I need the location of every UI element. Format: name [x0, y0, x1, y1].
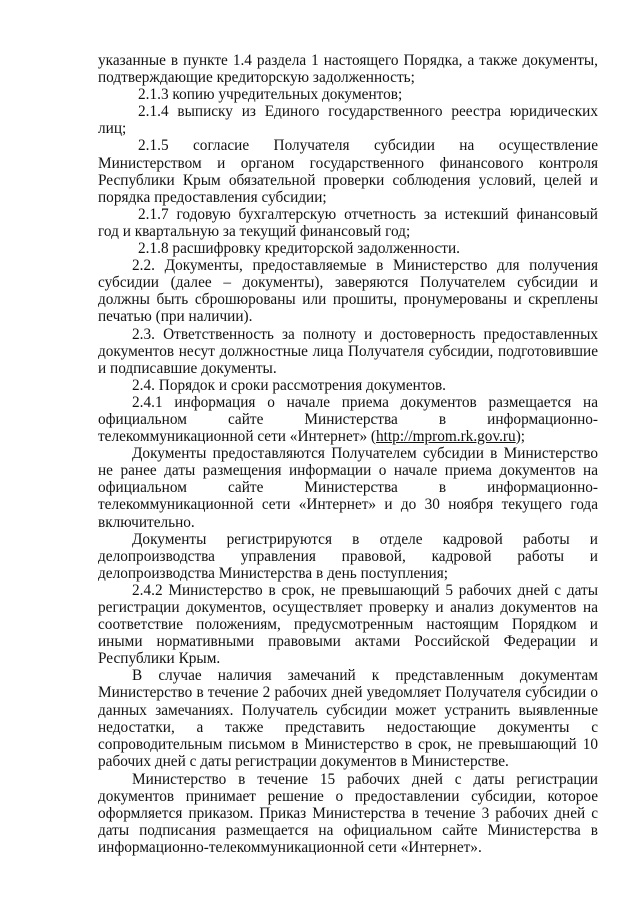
paragraph-2-3: 2.3. Ответственность за полноту и достоверность предоставленных документов несут должностные лица Получателя субсидии, подготовившие и подписавшие документы.: [98, 325, 598, 377]
paragraph-2-1-7: 2.1.7 годовую бухгалтерскую отчетность за истекший финансовый год и квартальную за текущий финансовый год;: [98, 205, 598, 240]
paragraph-2-1-3: 2.1.3 копию учредительных документов;: [138, 86, 403, 104]
paragraph-2-4-1: [98, 394, 598, 445]
paragraph-documents-registration: Документы регистрируются в отделе кадровой работы и делопроизводства управления правовой, кадровой работы и делопроизводства Министерства в день поступления;: [98, 530, 598, 582]
paragraph-decision: Министерство в течение 15 рабочих дней с даты регистрации документов принимает решение о предоставлении субсидии, которое оформляется приказом. Приказ Министерства в течение 3 рабочих дней с даты подписания размещается на официальном сайте Министерства в информационно-телекоммуникационной сети «Интернет».: [98, 770, 598, 857]
paragraph-2-4-1-text: 2.4.1 информация о начале приема документов размещается на официальном сайте Министерства в информационно-телекоммуникационной сети «Интернет» (: [98, 393, 598, 446]
ministry-site-link[interactable]: http://mprom.rk.gov.ru: [376, 428, 516, 446]
paragraph-documents-submission: Документы предоставляются Получателем субсидии в Министерство не ранее даты размещения информации о начале приема документов на официальном сайте Министерства в информационно-телекоммуникационной сети «Интернет» и до 30 ноября текущего года включительно.: [98, 445, 598, 531]
paragraph-remarks: В случае наличия замечаний к представленным документам Министерство в течение 2 рабочих дней уведомляет Получателя субсидии о данных замечаниях. Получатель субсидии может устранить выявленные недостатки, а также представить недостающие документы с сопроводительным письмом в Министерство в срок, не превышающий 10 рабочих дней с даты регистрации документов в Министерстве.: [98, 667, 598, 770]
paragraph-2-1-8: 2.1.8 расшифровку кредиторской задолженности.: [138, 240, 460, 258]
paragraph-2-1-5: 2.1.5 согласие Получателя субсидии на осуществление Министерством и органом государственного финансового контроля Республики Крым обязательной проверки соблюдения условий, целей и порядка предоставления субсидии;: [98, 137, 598, 206]
paragraph-2-4: 2.4. Порядок и сроки рассмотрения документов.: [132, 376, 446, 394]
paragraph-2-2: 2.2. Документы, предоставляемые в Министерство для получения субсидии (далее – документы), заверяются Получателем субсидии и должны быть сброшюрованы или прошиты, пронумерованы и скреплены печатью (при наличии).: [98, 257, 598, 326]
paragraph-2-4-2: 2.4.2 Министерство в срок, не превышающий 5 рабочих дней с даты регистрации документов, осуществляет проверку и анализ документов на соответствие положениям, предусмотренным настоящим Порядком и иными нормативными правовыми актами Российской Федерации и Республики Крым.: [98, 581, 598, 668]
paragraph-2-4-1-end: );: [515, 428, 526, 446]
paragraph-continuation: указанные в пункте 1.4 раздела 1 настоящего Порядка, а также документы, подтверждающие кредиторскую задолженность;: [98, 52, 598, 87]
paragraph-2-1-4: 2.1.4 выписку из Единого государственного реестра юридических лиц;: [98, 103, 598, 138]
